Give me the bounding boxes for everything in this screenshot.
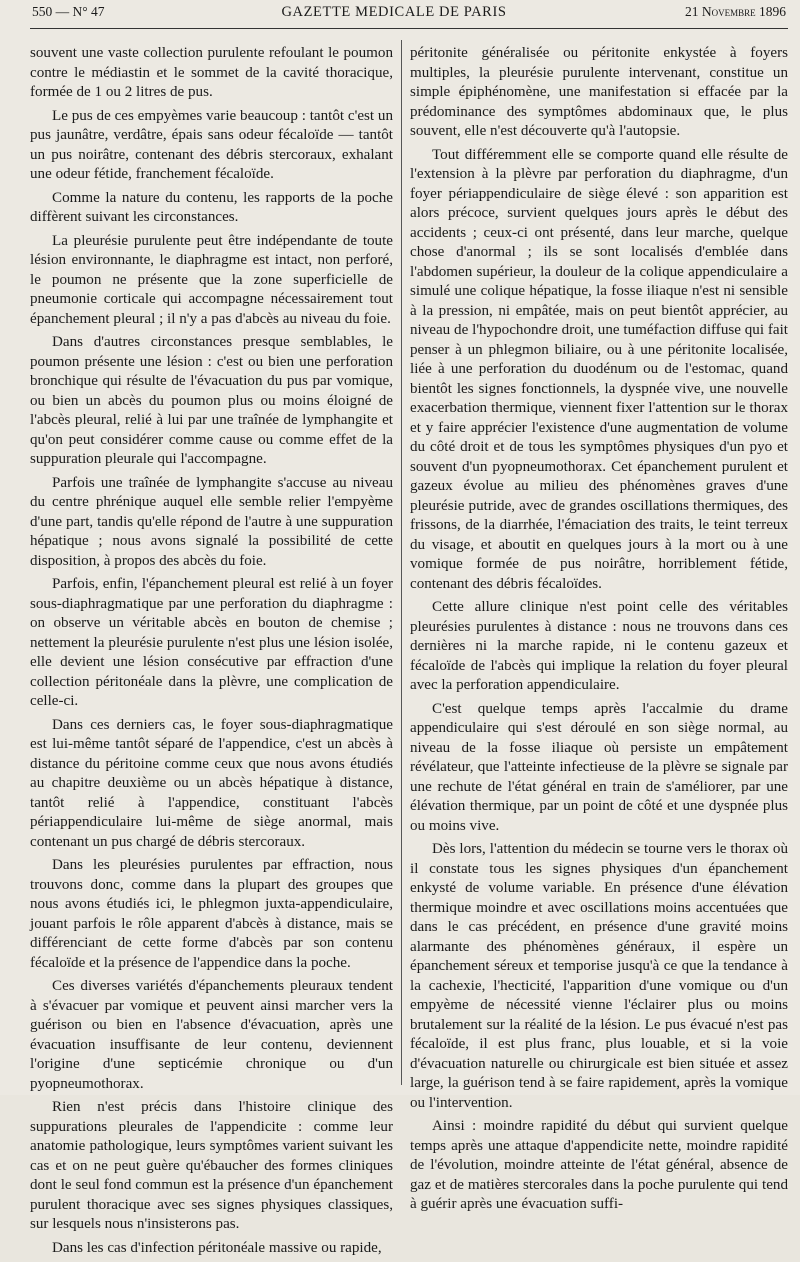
paragraph: Rien n'est précis dans l'histoire clinique des suppurations pleurales de l'appendicite : comme leur anatomie pathologique, leurs symptômes varient suivant les cas et on ne peut guère qu'ébaucher des formes cliniques dont le seul fond commun est la présence d'un épanchement purulent thoracique avec ses signes physiques classiques, sur lesquels nous n'insisterons pas.: [30, 1099, 393, 1232]
paragraph: Ces diverses variétés d'épanchements pleuraux tendent à s'évacuer par vomique et peuvent ainsi marcher vers la guérison ou bien en l'absence d'évacuation, après une évacuation insuffisante de leur contenu, deviennent l'origine d'une septicémie chronique ou d'un pyopneumothorax.: [30, 978, 393, 1092]
right-column: [410, 44, 788, 1219]
paragraph: Ainsi : moindre rapidité du début qui survient quelque temps après une attaque d'appendicite nette, moindre rapidité de l'évolution, moindre atteinte de l'état général, absence de gaz et de matières stercorales dans la poche purulente qui tend à guérir après une évacuation suffi-: [410, 1118, 788, 1212]
paragraph: Cette allure clinique n'est point celle des véritables pleurésies purulentes à distance : nous ne trouvons dans ces dernières ni la marche rapide, ni le contenu gazeux et fécaloïde de l'abcès qui implique la relation du foyer pleural avec la perforation appendiculaire.: [410, 599, 788, 693]
paragraph: Dans les cas d'infection péritonéale massive ou rapide,: [52, 1239, 382, 1256]
paragraph: Dès lors, l'attention du médecin se tourne vers le thorax où il constate tous les signes physiques d'un épanchement enkysté de volume variable. En présence d'une élévation thermique moindre et avec oscillations moins accentuées que dans le cas précédent, en présence d'une gravité moins alarmante des phénomènes généraux, il espère un épanchement séreux et temporise jusqu'à ce que la tendance à la cachexie, l'hecticité, l'apparition d'une vomique ou d'un empyème de nécessité vienne l'éclairer plus ou moins brutalement sur la réalité de la lésion. Le pus évacué n'est pas fécaloïde, il est plus franc, plus louable, et si la voie d'évacuation naturelle ou chirurgicale est bien située et assez large, la guérison tend à se faire rapidement, après la vomique ou l'intervention.: [410, 841, 788, 1111]
paragraph: Dans d'autres circonstances presque semblables, le poumon présente une lésion : c'est ou bien une perforation bronchique qui résulte de l'évacuation du pus par vomique, ou bien un abcès du poumon plus ou moins éloigné de l'abcès pleural, relié à lui par une traînée de lymphangite et qu'on peut considérer comme cause ou comme effet de la suppuration pleurale qui l'accompagne.: [30, 334, 393, 467]
paragraph: Le pus de ces empyèmes varie beaucoup : tantôt c'est un pus jaunâtre, verdâtre, épais sans odeur fécaloïde — tantôt un pus noirâtre, contenant des débris stercoraux, exhalant une odeur fétide, franchement fécaloïde.: [30, 107, 393, 182]
paragraph: Parfois une traînée de lymphangite s'accuse au niveau du centre phrénique auquel elle semble relier l'empyème d'une part, tandis qu'elle répond de l'autre à une suppuration hépatique ; nous avons signalé la possibilité de cette disposition, à propos des abcès du foie.: [30, 474, 393, 569]
page-header: [32, 4, 786, 26]
paragraph: C'est quelque temps après l'accalmie du drame appendiculaire qui s'est déroulé en son siège normal, au niveau de la fosse iliaque où persiste un empâtement révélateur, que l'atteinte infectieuse de la plèvre se signale par une rechute de l'état général en train de s'améliorer, par une élévation thermique, par un point de côté et une dyspnée plus ou moins vive.: [410, 700, 788, 834]
paragraph: souvent une vaste collection purulente refoulant le poumon contre le médiastin et le sommet de la cavité thoracique, formée de 1 ou 2 litres de pus.: [30, 45, 393, 100]
left-column: [30, 44, 393, 1262]
paragraph: Dans ces derniers cas, le foyer sous-diaphragmatique est lui-même tantôt séparé de l'appendice, c'est un abcès à distance du péritoine comme ceux que nous avons étudiés au chapitre deuxième ou un abcès hépatique à distance, tantôt relié à l'appendice, constituant l'abcès périappendiculaire lui-même de siège anormal, mais contenant un pus chargé de débris stercoraux.: [30, 716, 393, 850]
paragraph: péritonite généralisée ou péritonite enkystée à foyers multiples, la pleurésie purulente intervenant, constitue un simple épiphénomène, une manifestation si effacée par la prédominance des symptômes abdominaux que, le plus souvent, elle n'est découverte qu'à l'autopsie.: [410, 45, 788, 139]
column-divider: [401, 40, 402, 1085]
paragraph: Parfois, enfin, l'épanchement pleural est relié à un foyer sous-diaphragmatique par une perforation du diaphragme : on observe un véritable abcès en bouton de chemise ; nettement la pleurésie purulente n'est plus une lésion isolée, elle devient une lésion consécutive par effraction d'une collection péritonéale dans la plèvre, une complication de celle-ci.: [30, 576, 393, 709]
paragraph: Comme la nature du contenu, les rapports de la poche diffèrent suivant les circonstances.: [30, 189, 393, 225]
paragraph: Tout différemment elle se comporte quand elle résulte de l'extension à la plèvre par perforation du diaphragme, d'un foyer périappendiculaire de siège élevé : son apparition est alors précoce, survient quelques jours après le début des accidents ; ceux-ci ont présenté, dans leur marche, quelque chose d'anormal ; ils se sont localisés d'emblée dans l'abdomen supérieur, la douleur de la colique appendiculaire a simulé une colique hépatique, la fosse iliaque n'est ni sensible à la pression, ni empâtée, mais on peut bientôt apprécier, au niveau de l'hypochondre droit, une tuméfaction diffuse qui fait penser à un phlegmon biliaire, ou à une péritonite localisée, liée à une perforation du duodénum ou de l'estomac, quand bientôt les signes fonctionnels, la dyspnée vive, une nouvelle exacerbation thermique, viennent fixer l'attention sur le thorax et y faire apprécier l'existence d'une augmentation de volume du côté droit et de tous les symptômes physiques d'un pyo et souvent d'un pyopneumothorax. Cet épanchement purulent et gazeux évolue au milieu des phénomènes graves d'une pleurésie putride, avec de grandes oscillations thermiques, des frissons, de la diarrhée, l'émaciation des traits, le teint terreux du visage, et aboutit en quelques jours à la mort ou à une vomique formée de pus noirâtre, horriblement fétide, contenant des débris fécaloïdes.: [410, 146, 788, 592]
paragraph: La pleurésie purulente peut être indépendante de toute lésion environnante, le diaphragme est intact, non perforé, le poumon ne présente que la zone superficielle de pneumonie corticale qui accompagne nécessairement tout épanchement pleural ; il n'y a pas d'abcès au niveau du foie.: [30, 232, 393, 327]
header-rule: [30, 28, 788, 29]
journal-title: GAZETTE MEDICALE DE PARIS: [281, 4, 507, 20]
issue-date: 21 Novembre 1896: [684, 4, 786, 19]
page-issue-number: 550 — N° 47: [32, 4, 105, 19]
paragraph: Dans les pleurésies purulentes par effraction, nous trouvons donc, comme dans la plupart des groupes que nous avons étudiés ici, le phlegmon juxta-appendiculaire, jouant parfois le rôle apparent d'abcès à distance, mais se différenciant de cette forme d'abcès par son contenu fécaloïde et la présence de l'appendice dans la poche.: [30, 857, 393, 971]
